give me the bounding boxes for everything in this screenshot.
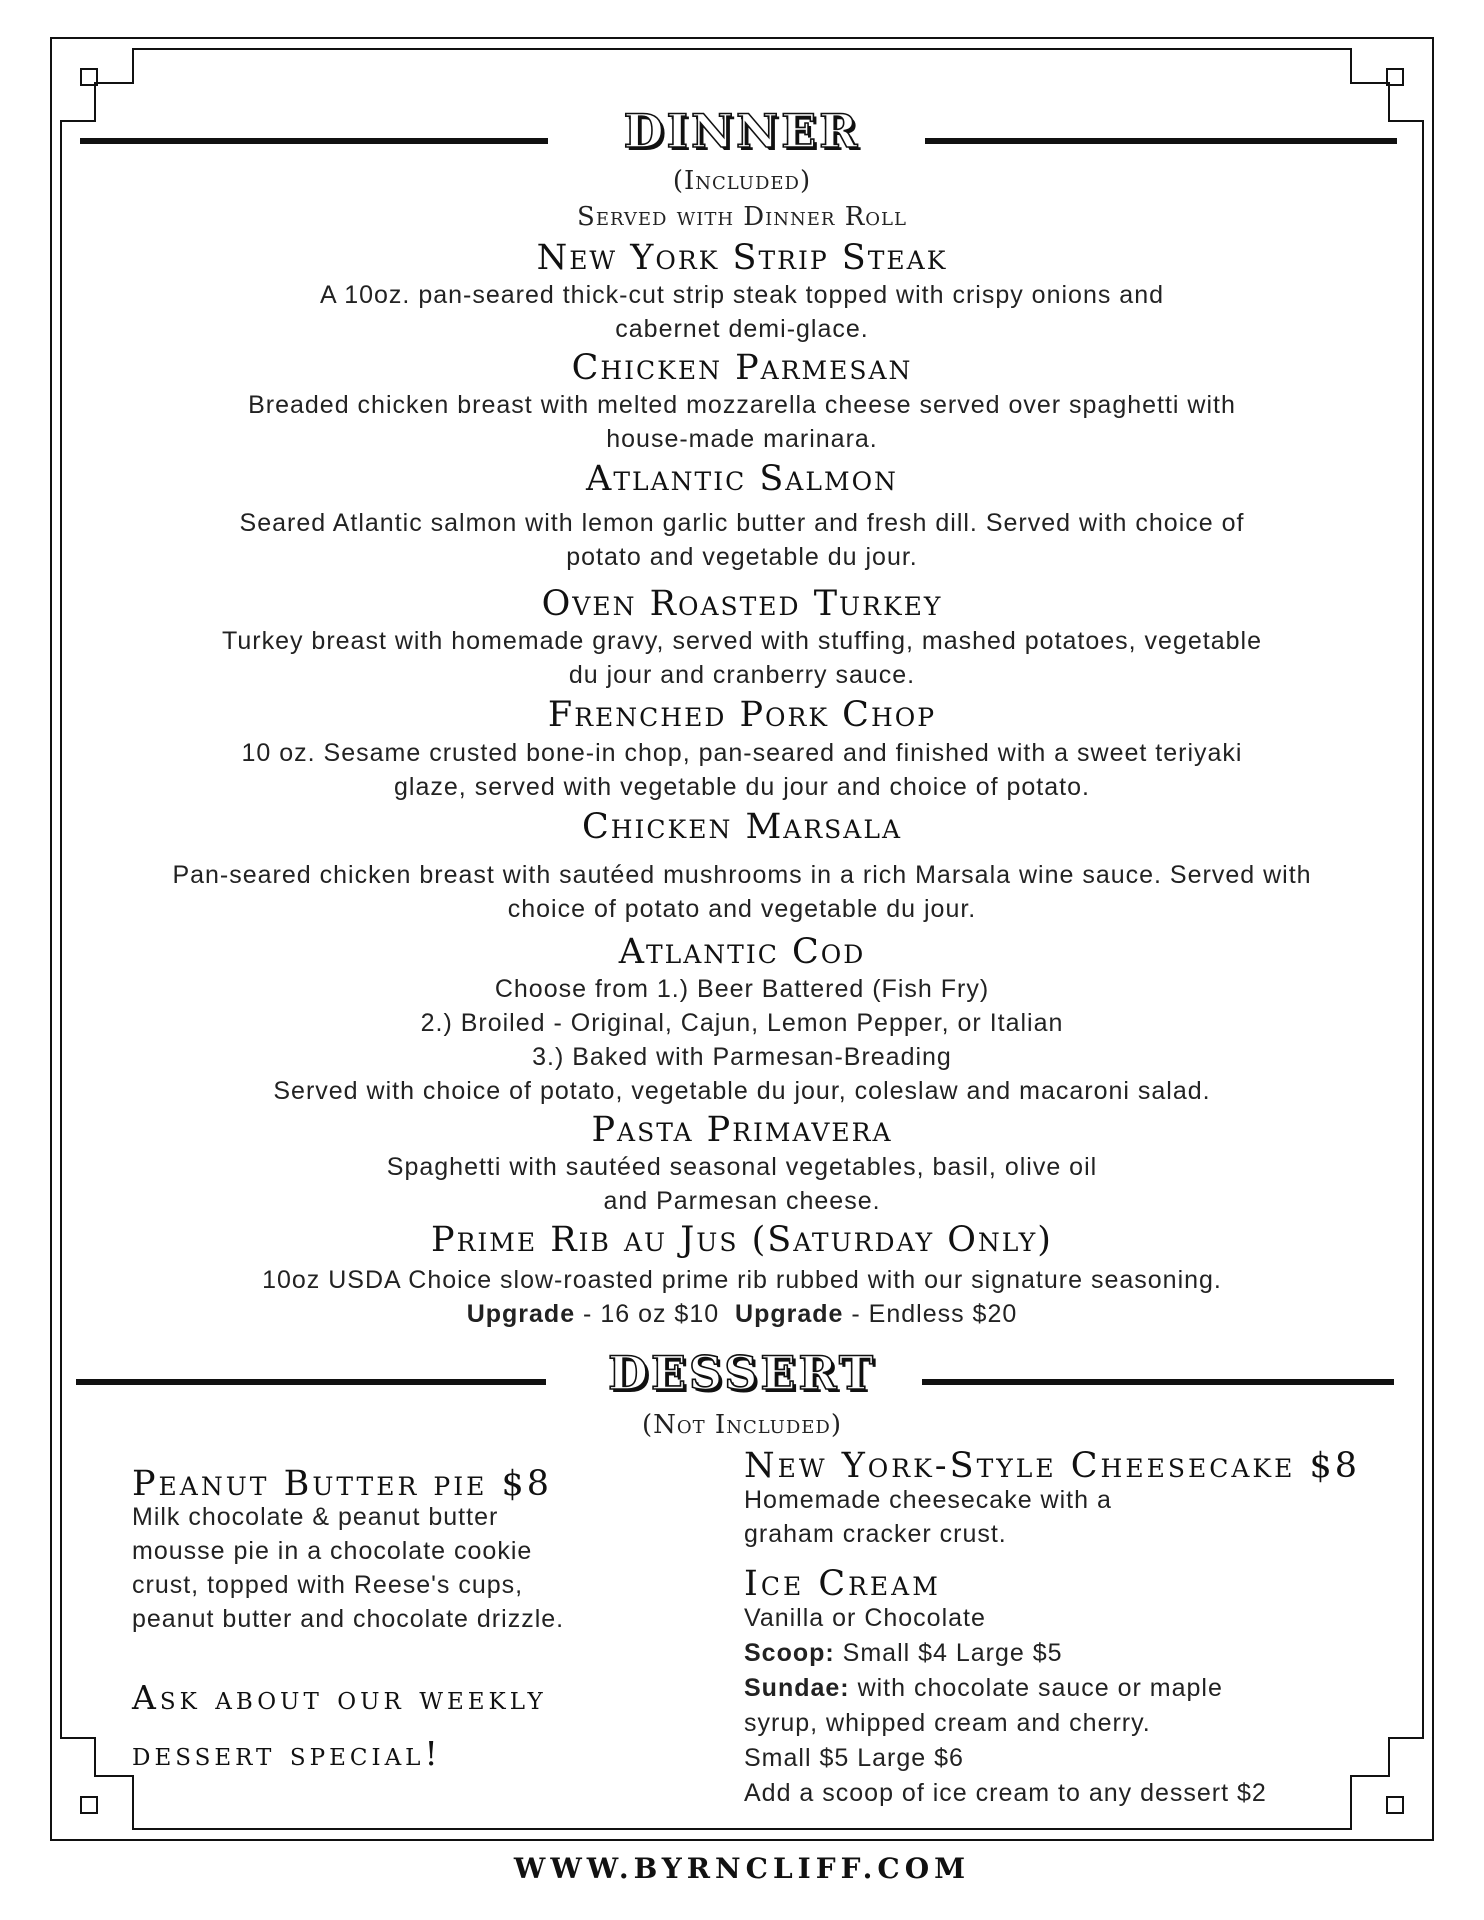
- scoop-label: Scoop:: [744, 1639, 835, 1667]
- item-title-chicken-parmesan: Chicken Parmesan: [571, 348, 913, 388]
- item-title-oven-roasted-turkey: Oven Roasted Turkey: [541, 584, 943, 624]
- dessert-desc-peanut-butter-pie: Milk chocolate & peanut butter mousse pie in a chocolate cookie crust, topped with Reese's cups, peanut butter and chocolate drizzle.: [132, 1503, 565, 1633]
- upgrade-label: Upgrade: [466, 1300, 576, 1328]
- dessert-title-peanut-butter-pie: Peanut Butter pie $8: [132, 1464, 553, 1504]
- item-title-strip-steak: New York Strip Steak: [536, 238, 948, 278]
- dessert-title-cheesecake: New York-Style Cheesecake $8: [744, 1446, 1360, 1486]
- item-title-pasta-primavera: Pasta Primavera: [591, 1110, 893, 1150]
- dessert-title-ice-cream: Ice Cream: [744, 1564, 941, 1604]
- dinner-included-note: (Included): [672, 166, 812, 196]
- dessert-desc-cheesecake: Homemade cheesecake with a graham cracker crust.: [744, 1486, 1112, 1548]
- dinner-heading: DINNER: [623, 104, 861, 158]
- dessert-desc-ice-cream: Vanilla or Chocolate Scoop: Small $4 Large $5 Sundae: with chocolate sauce or maple syrup, whipped cream and cherry. Small $5 Large $6 Add a scoop of ice cream to any dessert $2: [744, 1604, 1267, 1807]
- item-desc-strip-steak: A 10oz. pan-seared thick-cut strip steak topped with crispy onions and cabernet demi-glace.: [319, 281, 1165, 343]
- dinner-roll-note: Served with Dinner Roll: [577, 202, 907, 232]
- item-title-chicken-marsala: Chicken Marsala: [581, 807, 903, 847]
- item-desc-oven-roasted-turkey: Turkey breast with homemade gravy, served with stuffing, mashed potatoes, vegetable du jour and cranberry sauce.: [222, 627, 1262, 689]
- prime-rib-upgrades: Upgrade - 16 oz $10 Upgrade - Endless $20: [466, 1300, 1018, 1328]
- item-title-frenched-pork-chop: Frenched Pork Chop: [547, 695, 937, 735]
- item-title-atlantic-salmon: Atlantic Salmon: [586, 459, 898, 499]
- dessert-not-included-note: (Not Included): [642, 1410, 842, 1440]
- item-desc-atlantic-salmon: Seared Atlantic salmon with lemon garlic butter and fresh dill. Served with choice of potato and vegetable du jour.: [239, 509, 1245, 571]
- item-desc-atlantic-cod: Choose from 1.) Beer Battered (Fish Fry) 2.) Broiled - Original, Cajun, Lemon Pepper, or Italian 3.) Baked with Parmesan-Breading Served with choice of potato, vegetable du jour, coleslaw and macaroni salad.: [273, 975, 1211, 1105]
- item-desc-chicken-marsala: Pan-seared chicken breast with sautéed mushrooms in a rich Marsala wine sauce. Served with choice of potato and vegetable du jour.: [172, 861, 1312, 923]
- item-desc-chicken-parmesan: Breaded chicken breast with melted mozzarella cheese served over spaghetti with house-made marinara.: [248, 391, 1236, 453]
- item-title-prime-rib: Prime Rib au Jus (Saturday Only): [431, 1220, 1053, 1260]
- sundae-label: Sundae:: [744, 1674, 850, 1702]
- item-title-atlantic-cod: Atlantic Cod: [618, 932, 866, 972]
- item-desc-pasta-primavera: Spaghetti with sautéed seasonal vegetables, basil, olive oil and Parmesan cheese.: [386, 1153, 1098, 1215]
- item-desc-prime-rib: 10oz USDA Choice slow-roasted prime rib rubbed with our signature seasoning. Upgrade - 16 oz $10 Upgrade - Endless $20: [0, 1263, 1484, 1331]
- item-desc-frenched-pork-chop: 10 oz. Sesame crusted bone-in chop, pan-seared and finished with a sweet teriyaki glaze, served with vegetable du jour and choice of potato.: [241, 739, 1243, 801]
- upgrade-label: Upgrade: [735, 1300, 844, 1328]
- website-footer: WWW.BYRNCLIFF.COM: [513, 1852, 971, 1885]
- dessert-heading: DESSERT: [607, 1346, 877, 1400]
- weekly-special-note: Ask about our weekly dessert special!: [132, 1678, 547, 1773]
